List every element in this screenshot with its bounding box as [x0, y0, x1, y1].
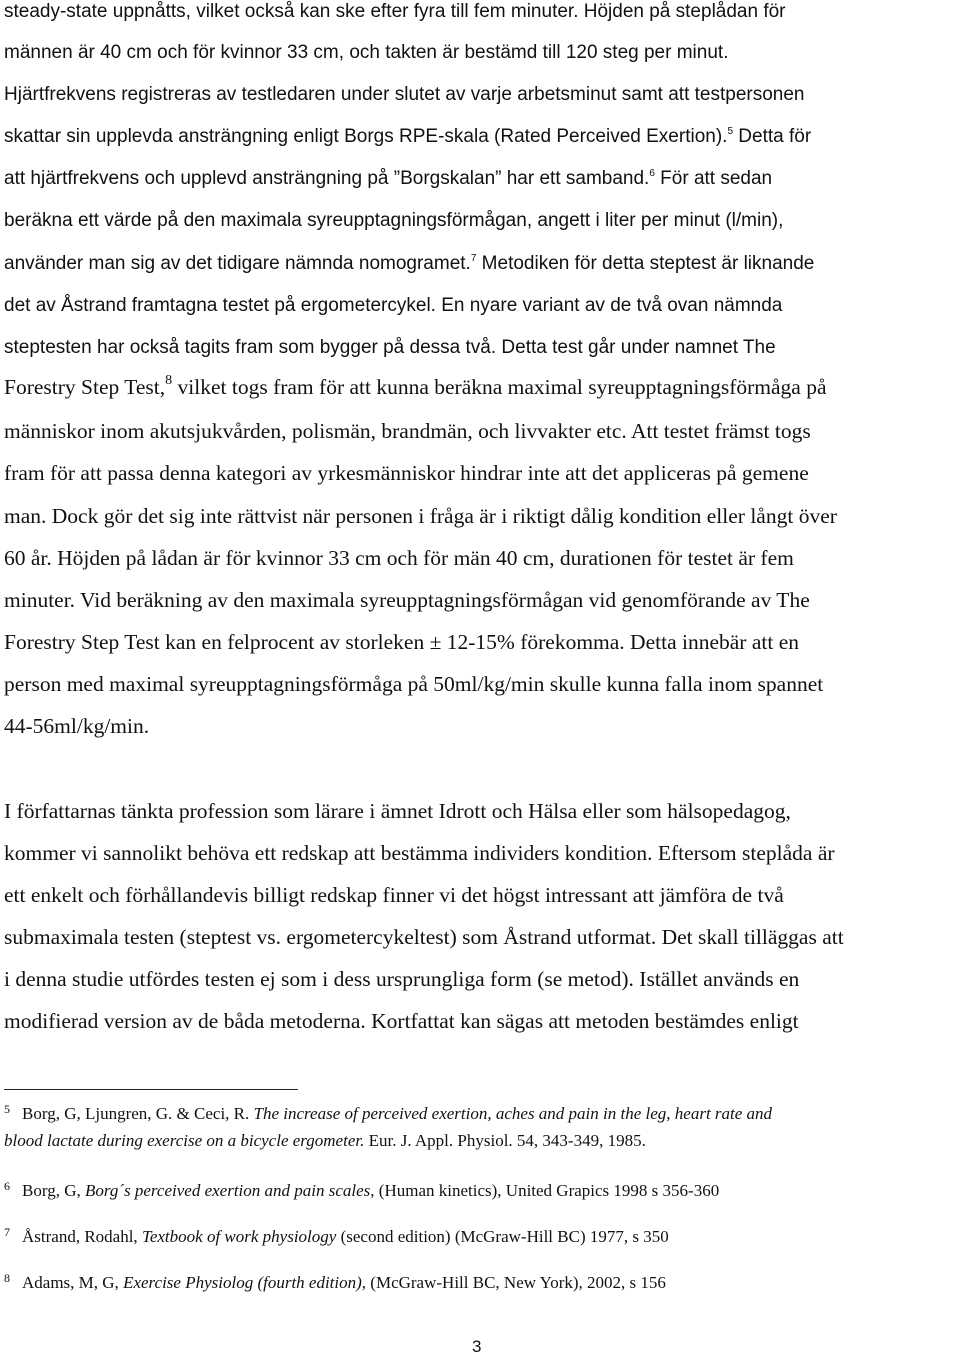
text-segment: att hjärtfrekvens och upplevd ansträngning på ”Borgskalan” har ett samband.	[4, 168, 650, 189]
text-segment: beräkna ett värde på den maximala syreupptagningsförmågan, angett i liter per minut (l/min),	[4, 210, 784, 231]
footnote-line	[4, 1179, 720, 1200]
text-segment: steady-state uppnåtts, vilket också kan ske efter fyra till fem minuter. Höjden på steplådan för	[4, 1, 786, 22]
text-segment: Metodiken för detta steptest är liknande	[476, 253, 815, 274]
text-segment: (second edition) (McGraw-Hill BC) 1977, s 350	[336, 1227, 669, 1246]
text-segment: steptesten har också tagits fram som bygger på dessa två. Detta test går under namnet The	[4, 337, 776, 358]
text-segment: Åstrand, Rodahl,	[22, 1227, 142, 1246]
text-segment: Forestry Step Test,	[4, 375, 166, 399]
footnote-number: 7	[4, 1225, 10, 1239]
text-segment: Detta för	[733, 126, 812, 147]
footnote-number: 5	[4, 1102, 10, 1116]
footnote-separator	[4, 1089, 298, 1090]
body-line	[4, 2, 786, 21]
footnote-line	[4, 1102, 773, 1123]
text-segment: minuter. Vid beräkning av den maximala syreupptagningsförmågan vid genomförande av The	[4, 588, 810, 612]
body-line	[4, 85, 805, 104]
text-segment: , (McGraw-Hill BC, New York), 2002, s 156	[361, 1273, 666, 1292]
italic-text: Textbook of work physiology	[141, 1227, 337, 1246]
text-segment: man. Dock gör det sig inte rättvist när personen i fråga är i riktigt dålig kondition eller långt över	[4, 504, 837, 528]
text-segment: Adams, M, G,	[22, 1273, 124, 1292]
body-line	[4, 338, 776, 357]
italic-text: Exercise Physiolog (fourth edition)	[123, 1273, 362, 1292]
body-line	[4, 590, 810, 612]
text-segment: I författarnas tänkta profession som lärare i ämnet Idrott och Hälsa eller som hälsopedagog,	[4, 799, 791, 823]
body-line	[4, 211, 783, 230]
footnote-number: 6	[4, 1179, 10, 1193]
body-line	[4, 463, 809, 485]
text-segment: kommer vi sannolikt behöva ett redskap att bestämma individers kondition. Eftersom steplåda är	[4, 841, 835, 865]
body-line	[4, 1011, 799, 1033]
italic-text: Borg´s perceived exertion and pain scales	[84, 1181, 371, 1200]
italic-text: blood lactate during exercise on a bicycle ergometer.	[4, 1131, 365, 1150]
text-segment: modifierad version av de båda metoderna. Kortfattat kan sägas att metoden bestämdes enligt	[4, 1009, 799, 1033]
text-segment: männen är 40 cm och för kvinnor 33 cm, och takten är bestämd till 120 steg per minut.	[4, 42, 729, 63]
body-line	[4, 674, 823, 696]
body-line	[4, 421, 811, 443]
text-segment: ett enkelt och förhållandevis billigt redskap finner vi det högst intressant att jämföra de två	[4, 883, 784, 907]
body-line	[4, 969, 799, 991]
text-segment: fram för att passa denna kategori av yrkesmänniskor hindrar inte att det appliceras på gemene	[4, 461, 809, 485]
body-line	[4, 716, 149, 738]
body-line	[4, 885, 784, 907]
text-segment: människor inom akutsjukvården, polismän, brandmän, och livvakter etc. Att testet främst togs	[4, 419, 811, 443]
body-line	[4, 169, 772, 188]
text-segment: Borg, G, Ljungren, G. & Ceci, R.	[22, 1104, 254, 1123]
text-segment: Hjärtfrekvens registreras av testledaren under slutet av varje arbetsminut samt att testpersonen	[4, 84, 805, 105]
body-line	[4, 127, 811, 146]
body-line	[4, 801, 791, 823]
text-segment: 44-56ml/kg/min.	[4, 714, 150, 738]
footnote-reference: 8	[165, 373, 173, 388]
text-segment: 60 år. Höjden på lådan är för kvinnor 33 cm och för män 40 cm, durationen för testet är fem	[4, 546, 794, 570]
text-segment: , (Human kinetics), United Grapics 1998 s 356-360	[370, 1181, 720, 1200]
text-segment: vilket togs fram för att kunna beräkna maximal syreupptagningsförmåga på	[172, 375, 827, 399]
body-line	[4, 296, 782, 315]
body-line	[4, 927, 844, 949]
body-line	[4, 43, 728, 62]
italic-text: The increase of perceived exertion, aches and pain in the leg, heart rate and	[253, 1104, 773, 1123]
page-number: 3	[472, 1337, 482, 1356]
text-segment: använder man sig av det tidigare nämnda nomogramet.	[4, 253, 471, 274]
footnote-reference: 5	[727, 126, 733, 137]
footnote-line	[4, 1132, 646, 1149]
text-segment: För att sedan	[654, 168, 773, 189]
body-line	[4, 843, 835, 865]
body-line	[4, 254, 814, 273]
body-line	[4, 548, 794, 570]
text-segment: skattar sin upplevda ansträngning enligt Borgs RPE-skala (Rated Perceived Exertion).	[4, 126, 728, 147]
footnote-line	[4, 1225, 669, 1246]
footnote-line	[4, 1271, 666, 1292]
text-segment: Eur. J. Appl. Physiol. 54, 343-349, 1985.	[364, 1131, 646, 1150]
text-segment: det av Åstrand framtagna testet på ergometercykel. En nyare variant av de två ovan nämnda	[4, 295, 783, 316]
text-segment: person med maximal syreupptagningsförmåga på 50ml/kg/min skulle kunna falla inom spannet	[4, 672, 824, 696]
text-segment: submaximala testen (steptest vs. ergometercykeltest) som Åstrand utformat. Det skall tilläggas att	[4, 925, 844, 949]
body-line	[4, 373, 827, 399]
text-segment: Forestry Step Test kan en felprocent av storleken ± 12-15% förekomma. Detta innebär att en	[4, 630, 799, 654]
footnote-reference: 6	[649, 168, 655, 179]
text-segment: Borg, G,	[22, 1181, 85, 1200]
footnote-reference: 7	[470, 253, 477, 264]
body-line	[4, 632, 799, 654]
body-line	[4, 506, 837, 528]
text-segment: i denna studie utfördes testen ej som i dess ursprungliga form (se metod). Istället används en	[4, 967, 800, 991]
footnote-number: 8	[4, 1271, 10, 1285]
